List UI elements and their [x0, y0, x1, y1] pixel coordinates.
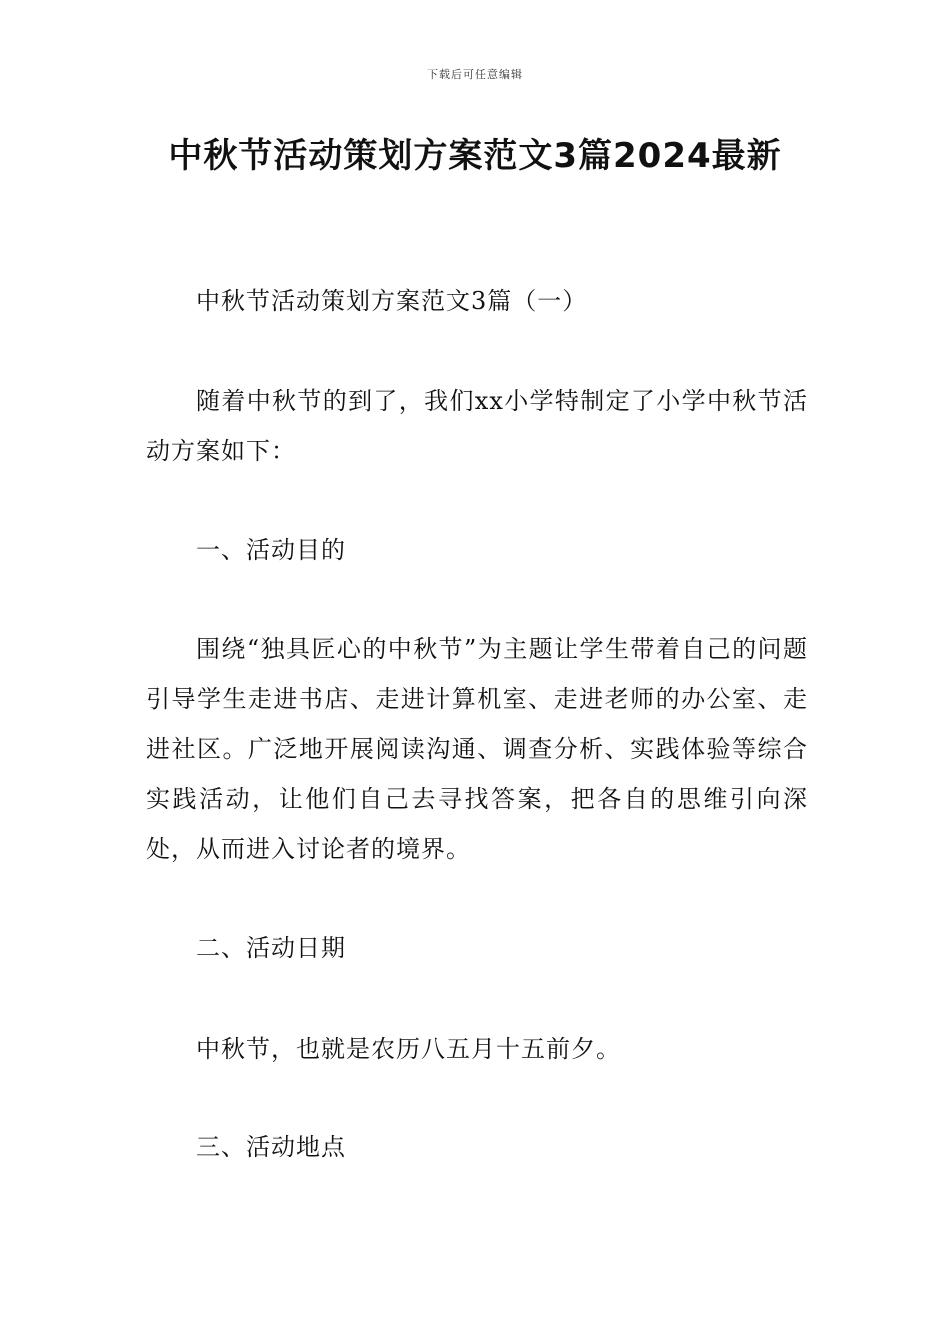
section-1-heading: 一、活动目的 — [196, 536, 346, 564]
section-1-body: 围绕“独具匠心的中秋节”为主题让学生带着自己的问题引导学生走进书店、走进计算机室、走进老师的办公室、走进社区。广泛地开展阅读沟通、调查分析、实践体验等综合实践活动，让他们自己去寻找答案，把各自的思维引向深处，从而进入讨论者的境界。 — [146, 635, 808, 863]
document-title: 中秋节活动策划方案范文3篇2024最新 — [168, 136, 782, 176]
intro-paragraph: 随着中秋节的到了，我们xx小学特制定了小学中秋节活动方案如下： — [146, 387, 808, 465]
header-note: 下载后可任意编辑 — [427, 68, 523, 81]
section-2-heading: 二、活动日期 — [196, 934, 346, 962]
subtitle-paragraph: 中秋节活动策划方案范文3篇（一） — [196, 287, 588, 315]
section-3-heading: 三、活动地点 — [196, 1133, 346, 1161]
section-2-body: 中秋节，也就是农历八五月十五前夕。 — [196, 1035, 621, 1063]
